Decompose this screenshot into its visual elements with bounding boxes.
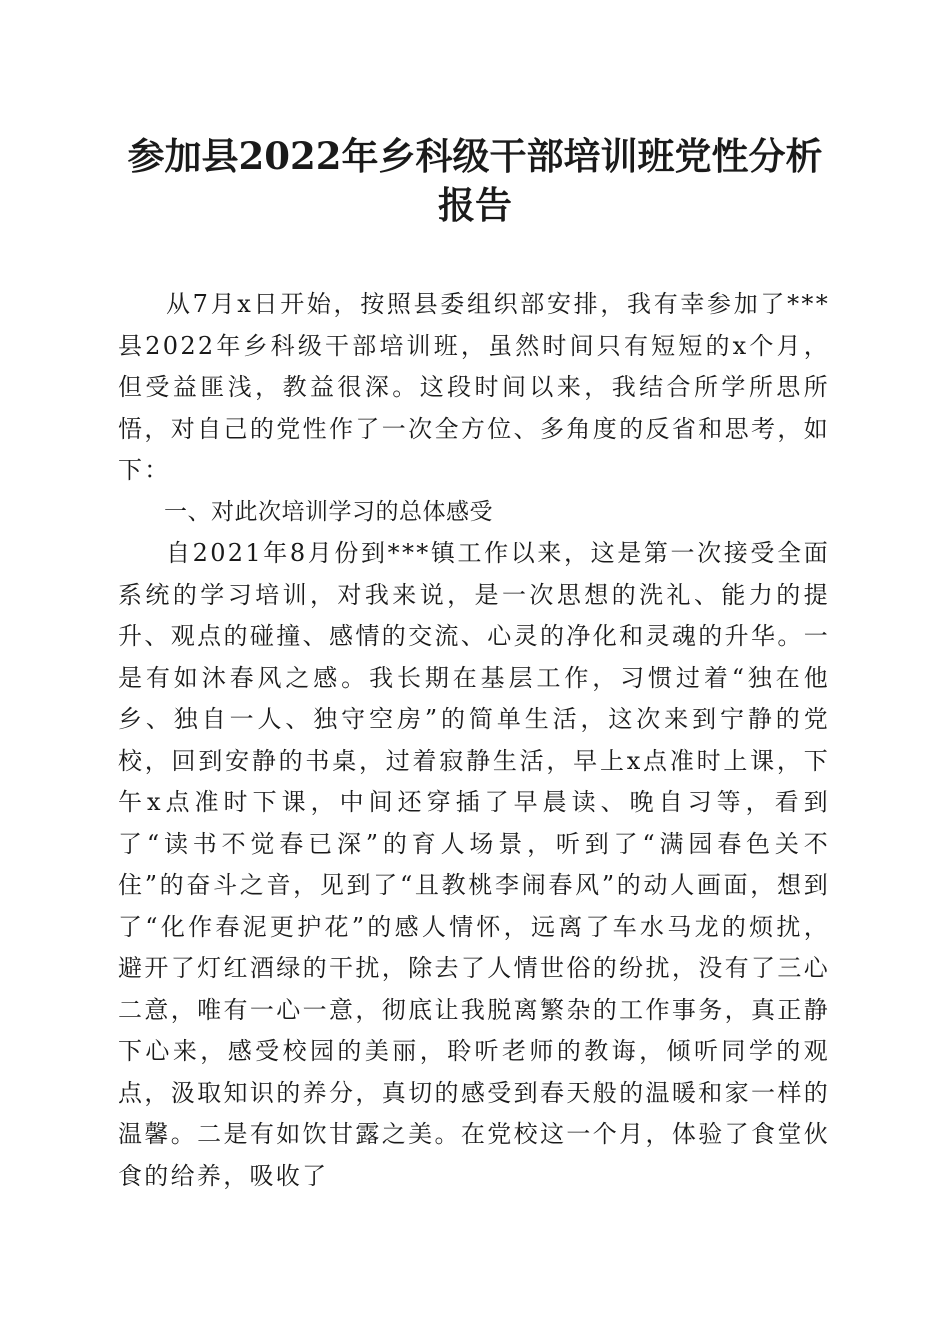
section-heading: 一、对此次培训学习的总体感受	[164, 498, 493, 525]
document-body	[118, 284, 830, 1197]
intro-paragraph: 从7月x日开始，按照县委组织部安排，我有幸参加了***县2022年乡科级干部培训班，虽然时间只有短短的x个月，但受益匪浅，教益很深。这段时间以来，我结合所学所思所悟，对自己的党性作了一次全方位、多角度的反省和思考，如下：	[118, 290, 830, 484]
section-paragraph: 自2021年8月份到***镇工作以来，这是第一次接受全面系统的学习培训，对我来说，是一次思想的洗礼、能力的提升、观点的碰撞、感情的交流、心灵的净化和灵魂的升华。一是有如沐春风之感。我长期在基层工作，习惯过着“独在他乡、独自一人、独守空房”的简单生活，这次来到宁静的党校，回到安静的书桌，过着寂静生活，早上x点准时上课，下午x点准时下课，中间还穿插了早晨读、晚自习等，看到了“读书不觉春已深”的育人场景，听到了“满园春色关不住”的奋斗之音，见到了“且教桃李闹春风”的动人画面，想到了“化作春泥更护花”的感人情怀，远离了车水马龙的烦扰，避开了灯红酒绿的干扰，除去了人情世俗的纷扰，没有了三心二意，唯有一心一意，彻底让我脱离繁杂的工作事务，真正静下心来，感受校园的美丽，聆听老师的教诲，倾听同学的观点，汲取知识的养分，真切的感受到春天般的温暖和家一样的温馨。二是有如饮甘露之美。在党校这一个月，体验了食堂伙食的给养，吸收了	[118, 539, 830, 1190]
document-title: 参加县2022年乡科级干部培训班党性分析报告	[127, 134, 823, 227]
